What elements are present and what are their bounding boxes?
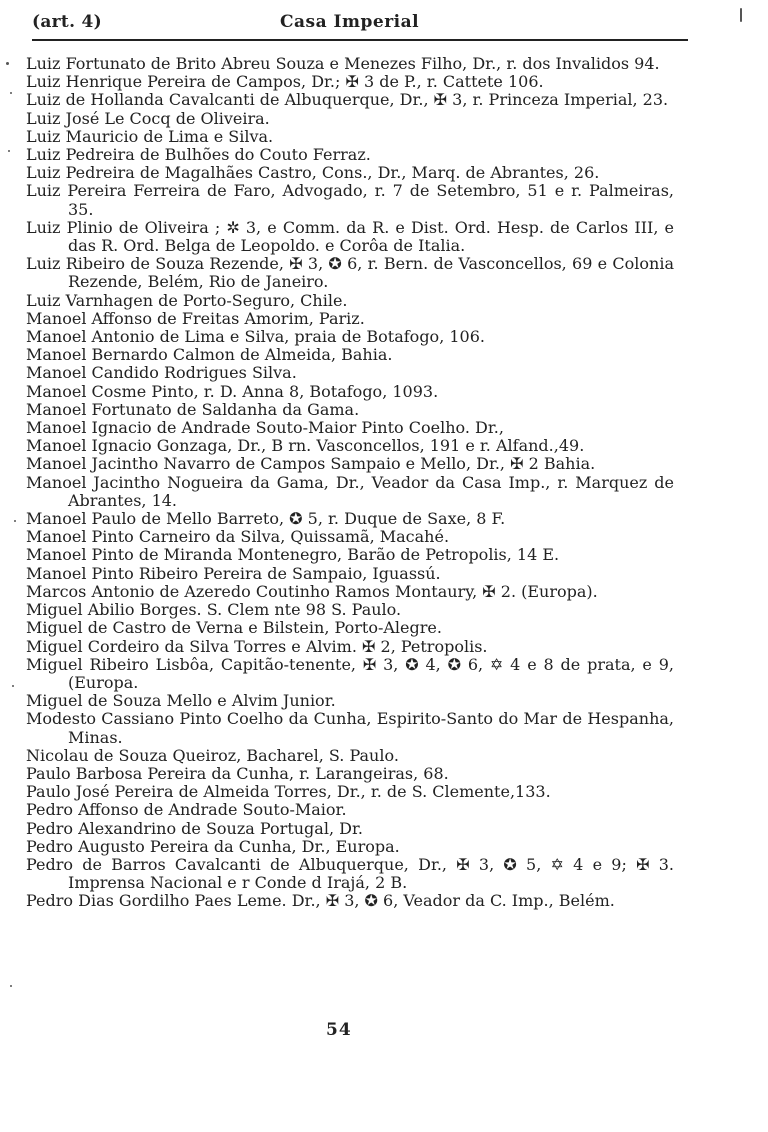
directory-entry: Luiz Pereira Ferreira de Faro, Advogado, r. 7 de Setembro, 51 e r. Palmeiras, 35. [26,181,674,219]
directory-entry: Manoel Jacintho Nogueira da Gama, Dr., Veador da Casa Imp., r. Marquez de Abrantes, 14. [26,472,674,510]
name-list [26,55,674,911]
directory-entry: Pedro Augusto Pereira da Cunha, Dr., Europa. [26,836,400,856]
directory-entry: Luiz Pedreira de Bulhões do Couto Ferraz. [26,145,371,165]
directory-entry: Miguel de Castro de Verna e Bilstein, Porto-Alegre. [26,618,442,638]
directory-entry: Manoel Jacintho Navarro de Campos Sampaio e Mello, Dr., ✠ 2 Bahia. [26,454,596,474]
directory-entry: Modesto Cassiano Pinto Coelho da Cunha, Espirito-Santo do Mar de Hespanha, Minas. [26,709,674,747]
print-speck [8,150,10,152]
directory-entry: Manoel Fortunato de Saldanha da Gama. [26,399,360,419]
directory-entry: Miguel Cordeiro da Silva Torres e Alvim. ✠ 2, Petropolis. [26,636,488,656]
directory-entry: Pedro Dias Gordilho Paes Leme. Dr., ✠ 3, ✪ 6, Veador da C. Imp., Belém. [26,891,615,911]
directory-entry: Miguel Ribeiro Lisbôa, Capitão-tenente, ✠ 3, ✪ 4, ✪ 6, ✡ 4 e 8 de prata, e 9, (Europa. [26,654,674,692]
directory-entry: Paulo José Pereira de Almeida Torres, Dr., r. de S. Clemente,133. [26,782,551,802]
directory-entry: Luiz Plinio de Oliveira ; ✲ 3, e Comm. da R. e Dist. Ord. Hesp. de Carlos III, e das R. Ord. Belga de Leopoldo. e Corôa de Italia. [26,217,674,256]
print-speck [6,62,9,65]
print-speck [14,520,16,522]
directory-entry: Pedro Affonso de Andrade Souto-Maior. [26,800,347,820]
directory-entry: Luiz Henrique Pereira de Campos, Dr.; ✠ 3 de P., r. Cattete 106. [26,72,544,92]
directory-entry: Manoel Ignacio Gonzaga, Dr., B rn. Vasconcellos, 191 e r. Alfand.,49. [26,436,585,456]
directory-entry: Nicolau de Souza Queiroz, Bacharel, S. Paulo. [26,745,399,765]
directory-entry: Manoel Pinto Carneiro da Silva, Quissamã, Macahé. [26,527,450,547]
directory-entry: Manoel Candido Rodrigues Silva. [26,363,297,383]
directory-entry: Luiz de Hollanda Cavalcanti de Albuquerque, Dr., ✠ 3, r. Princeza Imperial, 23. [26,90,669,110]
running-head-title: Casa Imperial [280,12,420,32]
header-rule [32,39,688,41]
running-head-section: (art. 4) [32,12,102,32]
directory-entry: Luiz Mauricio de Lima e Silva. [26,126,274,146]
directory-entry: Luiz Pedreira de Magalhães Castro, Cons., Dr., Marq. de Abrantes, 26. [26,163,600,183]
directory-entry: Manoel Bernardo Calmon de Almeida, Bahia. [26,345,393,365]
directory-entry: Manoel Affonso de Freitas Amorim, Pariz. [26,308,365,328]
directory-entry: Manoel Pinto Ribeiro Pereira de Sampaio, Iguassú. [26,563,441,583]
directory-entry: Manoel Ignacio de Andrade Souto-Maior Pinto Coelho. Dr., [26,418,504,438]
print-speck [740,8,742,22]
directory-entry: Paulo Barbosa Pereira da Cunha, r. Larangeiras, 68. [26,763,449,783]
directory-entry: Luiz Ribeiro de Souza Rezende, ✠ 3, ✪ 6, r. Bern. de Vasconcellos, 69 e Colonia Rezende, Belém, Rio de Janeiro. [26,254,674,292]
directory-entry: Manoel Pinto de Miranda Montenegro, Barão de Petropolis, 14 E. [26,545,560,565]
directory-entry: Marcos Antonio de Azeredo Coutinho Ramos Montaury, ✠ 2. (Europa). [26,581,598,601]
page-number: 54 [326,1020,352,1040]
directory-entry: Pedro Alexandrino de Souza Portugal, Dr. [26,818,363,838]
directory-entry: Luiz Fortunato de Brito Abreu Souza e Menezes Filho, Dr., r. dos Invalidos 94. [26,54,660,73]
directory-entry: Pedro de Barros Cavalcanti de Albuquerque, Dr., ✠ 3, ✪ 5, ✡ 4 e 9; ✠ 3. Imprensa Nacional e r Conde d Irajá, 2 B. [26,854,674,893]
directory-entry: Luiz Varnhagen de Porto-Seguro, Chile. [26,290,348,310]
directory-entry: Manoel Paulo de Mello Barreto, ✪ 5, r. Duque de Saxe, 8 F. [26,509,506,529]
print-speck [12,685,14,687]
print-speck [10,985,12,987]
print-speck [10,92,12,94]
directory-entry: Miguel Abilio Borges. S. Clem nte 98 S. Paulo. [26,600,402,620]
directory-entry: Manoel Antonio de Lima e Silva, praia de Botafogo, 106. [26,327,485,347]
page-header [22,8,664,34]
directory-entry: Miguel de Souza Mello e Alvim Junior. [26,691,336,711]
directory-entry: Luiz José Le Cocq de Oliveira. [26,108,270,128]
directory-entry: Manoel Cosme Pinto, r. D. Anna 8, Botafogo, 1093. [26,381,439,401]
